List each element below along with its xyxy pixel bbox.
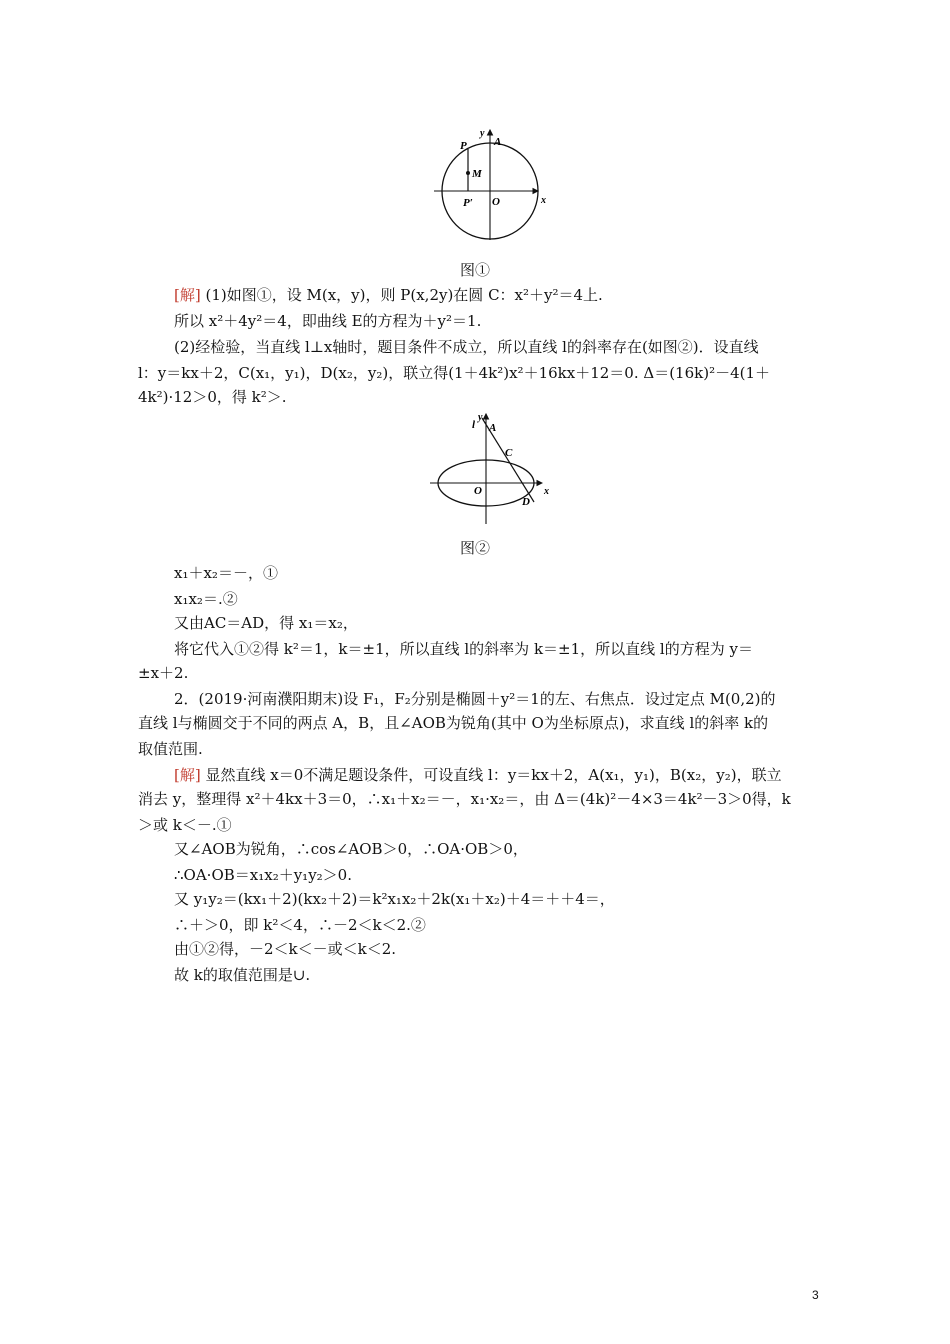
text-line-13: 取值范围. [138,740,203,758]
text-line-14: [解] 显然直线 x＝0不满足题设条件，可设直线 l：y＝kx＋2，A(x₁，y₁)，B(x₂，y₂)，联立 [174,766,782,784]
text-line-11: 2．(2019·河南濮阳期末)设 F₁，F₂分别是椭圆＋y²＝1的左、右焦点．设过定点 M(0,2)的 [174,690,776,708]
text-line-21: 由①②得，－2＜k＜－或＜k＜2. [174,940,397,958]
label-c: C [505,447,513,459]
figure-2-ellipse-diagram [428,410,562,528]
text-line-19: 又 y₁y₂＝(kx₁＋2)(kx₂＋2)＝k²x₁x₂＋2k(x₁＋x₂)＋4＝＋＋4＝， [174,890,615,908]
text-line-3: (2)经检验，当直线 l⊥x轴时，题目条件不成立，所以直线 l的斜率存在(如图②)．设直线 [174,338,759,356]
label-l: l [472,419,476,431]
text-line-4: l：y＝kx＋2，C(x₁，y₁)，D(x₂，y₂)，联立得(1＋4k²)x²＋16kx＋12＝0. Δ＝(16k)²－4(1＋ [138,364,771,382]
figure-1-circle-diagram [430,122,560,246]
text-line-17: 又∠AOB为锐角，∴cos∠AOB＞0，∴OA·OB＞0， [174,840,528,858]
text-line-12: 直线 l与椭圆交于不同的两点 A，B，且∠AOB为锐角(其中 O为坐标原点)，求直线 l的斜率 k的 [138,714,769,732]
label-y: y [480,128,485,139]
text-line-10: ±x＋2. [138,664,189,682]
text-line-7: x₁x₂＝.② [174,590,238,608]
label-x-2: x [544,486,549,497]
label-y-2: y [478,412,483,423]
label-o-2: O [474,485,482,497]
text-line-6: x₁＋x₂＝－，① [174,564,278,582]
text-line-5: 4k²)·12＞0，得 k²＞. [138,388,287,406]
figure-1-caption: 图① [459,261,490,279]
label-p-prime: P′ [463,197,473,209]
page-number: 3 [812,1288,819,1302]
label-d: D [522,496,530,508]
text-line-18: ∴OA·OB＝x₁x₂＋y₁y₂＞0. [174,866,352,884]
label-a: A [494,136,502,148]
text-line-1: [解] (1)如图①，设 M(x，y)，则 P(x,2y)在圆 C：x²＋y²＝4上. [174,286,603,304]
text-line-2: 所以 x²＋4y²＝4，即曲线 E的方程为＋y²＝1. [174,312,482,330]
label-m: M [472,168,482,180]
point-m [466,171,470,175]
text-line-9: 将它代入①②得 k²＝1，k＝±1，所以直线 l的斜率为 k＝±1，所以直线 l的方程为 y＝ [174,640,753,658]
text-line-8: 又由AC＝AD，得 x₁＝x₂， [174,614,358,632]
text-line-16: ＞或 k＜－.① [138,816,232,834]
text-line-22: 故 k的取值范围是∪. [174,966,311,984]
label-a-2: A [489,422,497,434]
solution-tag-2: [解] [174,766,201,784]
text-line-15: 消去 y，整理得 x²＋4kx＋3＝0，∴x₁＋x₂＝－，x₁·x₂＝，由 Δ＝(4k)²－4×3＝4k²－3＞0得，k [138,790,791,808]
label-x: x [541,195,546,206]
text-line-20: ∴＋＞0，即 k²＜4，∴－2＜k＜2.② [174,916,426,934]
figure-2-caption: 图② [459,539,490,557]
solution-tag: [解] [174,286,201,304]
label-o: O [492,196,500,208]
label-p: P [460,140,467,152]
